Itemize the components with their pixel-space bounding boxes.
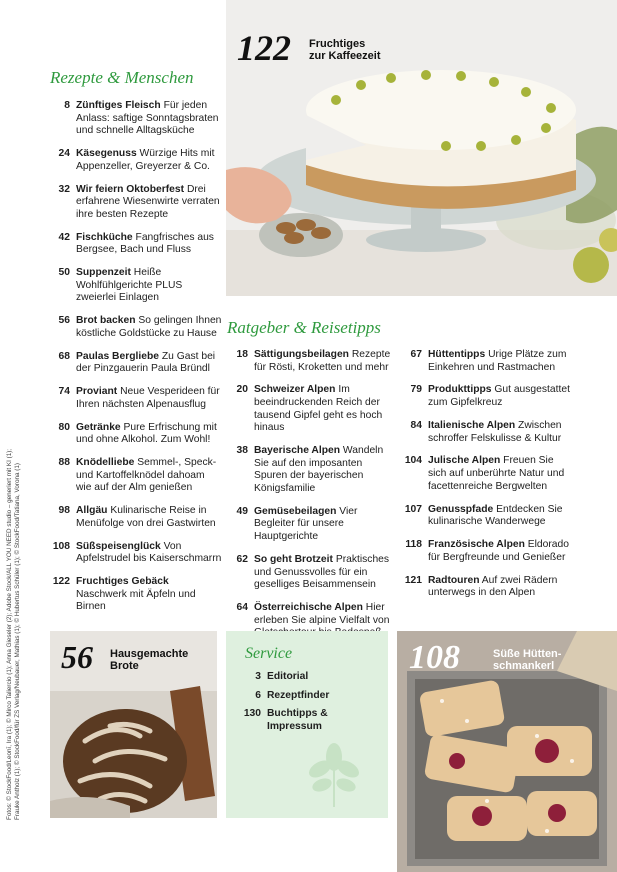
toc-title: Schweizer Alpen bbox=[254, 384, 336, 396]
section-title-rezepte: Rezepte & Menschen bbox=[50, 68, 194, 87]
toc-title: Österreichische Alpen bbox=[254, 601, 363, 613]
toc-list-ratgeber-b bbox=[400, 349, 570, 610]
toc-description: Hier erleben Sie alpine Vielfalt von bbox=[254, 601, 390, 626]
toc-entry bbox=[226, 506, 396, 544]
toc-title: Julische Alpen bbox=[428, 455, 501, 467]
photo-credits bbox=[6, 420, 22, 820]
strudel-caption bbox=[493, 648, 561, 672]
toc-page-number: 50 bbox=[58, 267, 70, 279]
toc-title: Bayerische Alpen bbox=[254, 445, 341, 457]
toc-description: Auf zwei Rädern unterwegs in den Alpen bbox=[428, 574, 558, 599]
toc-description: Rezepte für Rösti, Kroketten und mehr bbox=[254, 349, 391, 373]
toc-description: Heiße Wohlfühlgerichte PLUS zweierlei Einlagen bbox=[76, 267, 183, 304]
toc-description: Würzige Hits mit Appenzeller, Greyerzer & Co. bbox=[76, 148, 215, 172]
toc-text bbox=[428, 575, 570, 600]
toc-entry bbox=[226, 445, 396, 495]
toc-page-number: 42 bbox=[58, 231, 70, 243]
bread-caption-line1: Hausgemachte bbox=[110, 648, 189, 660]
service-page-number: 3 bbox=[255, 671, 261, 682]
toc-description: Fangfrisches aus Bergsee, Bach und Fluss bbox=[76, 231, 214, 256]
toc-entry bbox=[44, 541, 222, 566]
toc-title: Italienische Alpen bbox=[428, 419, 516, 431]
hero-page-number: 122 bbox=[237, 28, 291, 68]
toc-description: Drei erfahrene Wiesenwirte verraten ihre besten Rezepte bbox=[76, 183, 220, 220]
toc-description: Urige Plätze zum Einkehren und Rastmachen bbox=[428, 349, 567, 373]
toc-entry bbox=[44, 184, 222, 222]
toc-title: Sättigungsbeilagen bbox=[254, 349, 349, 360]
toc-text bbox=[254, 349, 396, 374]
toc-description: Pure Erfrischung mit und ohne Alkohol. Zum Wohl! bbox=[76, 421, 217, 446]
toc-page-number: 80 bbox=[58, 421, 70, 433]
hero-caption-line1: Fruchtiges bbox=[309, 38, 366, 50]
service-entry bbox=[239, 690, 347, 703]
toc-description: Semmel-, Speck- und Kartoffelknödel dahoam wie auf der Alm genießen bbox=[76, 457, 217, 494]
toc-text bbox=[254, 506, 396, 544]
toc-page-number: 56 bbox=[58, 315, 70, 327]
toc-text bbox=[76, 315, 222, 340]
toc-page-number: 84 bbox=[410, 419, 422, 431]
toc-description: Kulinarische Reise in Menüfolge von drei Gastwirten bbox=[76, 505, 216, 529]
toc-description: Eldorado für Bergfreunde und Genießer bbox=[428, 539, 569, 563]
toc-entry bbox=[44, 422, 222, 447]
toc-page-number: 24 bbox=[58, 148, 70, 160]
toc-page-number: 18 bbox=[236, 349, 248, 360]
toc-description: Naschwerk mit Äpfeln und Birnen bbox=[76, 588, 196, 613]
toc-text bbox=[76, 541, 222, 566]
toc-text bbox=[76, 505, 222, 530]
toc-title: Zünftiges Fleisch bbox=[76, 100, 161, 111]
toc-title: Knödelliebe bbox=[76, 457, 135, 469]
toc-entry bbox=[44, 386, 222, 411]
toc-description: Für jeden Anlass: saftige Sonntagsbraten und schnelle Alltagsküche bbox=[76, 100, 219, 137]
toc-entry bbox=[44, 457, 222, 495]
photo-credits-line2: Frauke Antholz (1); © StockFood/für ZS Verlag/Neubauer, Mathias (1); © Hubertus Schüler (1); © StockFood/Tatiana, Vorona (1) bbox=[14, 463, 21, 820]
toc-text bbox=[76, 184, 222, 222]
service-title: Service bbox=[245, 645, 293, 662]
toc-description: Zu Gast bei der Pinzgauerin Paula Bründl bbox=[76, 350, 216, 375]
toc-description: Vier Begleiter für unsere Hauptgerichte bbox=[254, 505, 358, 543]
toc-entry bbox=[44, 505, 222, 530]
toc-page-number: 20 bbox=[236, 384, 248, 396]
toc-description: Gut ausgestattet zum Gipfelkreuz bbox=[428, 384, 570, 409]
toc-title: Paulas Bergliebe bbox=[76, 350, 159, 362]
toc-text bbox=[76, 232, 222, 257]
toc-page-number: 88 bbox=[58, 457, 70, 469]
toc-title: Süßspeisenglück bbox=[76, 540, 161, 552]
toc-list-rezepte bbox=[44, 100, 222, 624]
toc-page-number: 38 bbox=[236, 445, 248, 457]
toc-entry bbox=[400, 575, 570, 600]
toc-description: Wandeln Sie auf den imposanten Spuren der bayerischen Königsfamilie bbox=[254, 445, 384, 494]
toc-page-number: 107 bbox=[404, 503, 422, 515]
toc-title: Brot backen bbox=[76, 315, 136, 327]
toc-entry bbox=[400, 384, 570, 409]
toc-description: So gelingen Ihnen köstliche Goldstücke zu Hause bbox=[76, 315, 222, 339]
toc-list-ratgeber-a bbox=[226, 349, 396, 650]
toc-text bbox=[428, 504, 570, 529]
toc-entry bbox=[400, 420, 570, 445]
toc-title: Fischküche bbox=[76, 231, 133, 243]
service-page-number: 130 bbox=[243, 708, 261, 720]
strudel-page-number: 108 bbox=[409, 639, 460, 676]
toc-text bbox=[428, 539, 570, 564]
toc-description: Freuen Sie sich auf unberührte Natur und facettenreiche Bergwelten bbox=[428, 455, 565, 492]
toc-entry bbox=[44, 148, 222, 173]
toc-description: Praktisches und Genussvolles für ein geselliges Beisammensein bbox=[254, 553, 390, 591]
strudel-caption-line1: Süße Hütten- bbox=[493, 648, 562, 660]
toc-title: Genusspfade bbox=[428, 503, 494, 515]
strudel-caption-line2: schmankerl bbox=[493, 660, 555, 672]
toc-text bbox=[428, 384, 570, 409]
toc-page-number: 74 bbox=[58, 386, 70, 398]
toc-entry bbox=[44, 100, 222, 138]
service-entry bbox=[239, 708, 347, 733]
hero-caption-line2: zur Kaffeezeit bbox=[309, 50, 381, 62]
toc-text bbox=[428, 420, 570, 445]
toc-title: Proviant bbox=[76, 386, 118, 398]
toc-page-number: 98 bbox=[58, 505, 70, 517]
toc-description: Zwischen schroffer Felskulisse & Kultur bbox=[428, 419, 562, 444]
toc-page-number: 62 bbox=[236, 553, 248, 565]
toc-text bbox=[428, 349, 570, 374]
toc-text bbox=[76, 457, 222, 495]
toc-page-number: 118 bbox=[405, 539, 422, 551]
service-entry bbox=[239, 671, 347, 684]
toc-entry bbox=[44, 576, 222, 614]
toc-title: So geht Brotzeit bbox=[254, 553, 333, 565]
service-box bbox=[226, 631, 388, 818]
toc-text bbox=[76, 351, 222, 376]
toc-page-number: 8 bbox=[64, 100, 70, 111]
toc-title: Allgäu bbox=[76, 505, 108, 517]
photo-credits-line1: Fotos: © StockFood/Leonī, Ira (1); © Mirco Taliercio (1); Anna Gieseler (2); Adobe Stock/ALL YOU NEED studio – generiert mit KI (1); bbox=[6, 448, 13, 820]
toc-entry bbox=[44, 315, 222, 340]
service-title-text: Buchtipps & Impressum bbox=[267, 708, 328, 732]
bread-caption bbox=[110, 648, 188, 672]
service-page-number: 6 bbox=[255, 689, 261, 701]
toc-text bbox=[76, 100, 222, 138]
herb-icon bbox=[304, 739, 364, 809]
toc-page-number: 79 bbox=[410, 384, 422, 396]
toc-text bbox=[428, 455, 570, 493]
toc-description: Neue Vesperideen für Ihren nächsten Alpenausflug bbox=[76, 386, 220, 410]
bread-caption-line2: Brote bbox=[110, 660, 139, 672]
hero-caption bbox=[309, 38, 381, 62]
toc-text bbox=[254, 445, 396, 495]
bread-page-number: 56 bbox=[61, 639, 93, 675]
toc-entry bbox=[400, 455, 570, 493]
toc-page-number: 67 bbox=[410, 349, 422, 360]
toc-text bbox=[76, 386, 222, 411]
toc-title: Getränke bbox=[76, 421, 121, 433]
toc-title: Französische Alpen bbox=[428, 539, 525, 551]
bread-photo bbox=[50, 631, 217, 818]
toc-text bbox=[76, 148, 222, 173]
toc-page-number: 49 bbox=[236, 505, 248, 517]
toc-title: Gemüsebeilagen bbox=[254, 505, 337, 517]
toc-description: Von Apfelstrudel bis Kaiserschmarrn bbox=[76, 540, 222, 565]
toc-title: Käsegenuss bbox=[76, 148, 137, 160]
toc-page-number: 68 bbox=[58, 350, 70, 362]
toc-page-number: 122 bbox=[52, 576, 70, 588]
toc-title: Wir feiern Oktoberfest bbox=[76, 183, 185, 195]
toc-text bbox=[76, 422, 222, 447]
toc-page-number: 121 bbox=[404, 574, 422, 586]
toc-page-number: 104 bbox=[404, 455, 422, 467]
toc-title: Hüttentipps bbox=[428, 349, 486, 360]
toc-entry bbox=[400, 349, 570, 374]
toc-page-number: 108 bbox=[52, 540, 70, 552]
toc-text bbox=[76, 267, 222, 305]
toc-entry bbox=[44, 232, 222, 257]
toc-entry bbox=[400, 539, 570, 564]
toc-page-number: 64 bbox=[236, 601, 248, 613]
section-title-ratgeber: Ratgeber & Reisetipps bbox=[227, 318, 381, 337]
toc-text bbox=[76, 576, 222, 614]
toc-text bbox=[254, 384, 396, 434]
toc-description: Im beeindruckenden Reich der tausend Gipfel geht es hoch hinaus bbox=[254, 384, 383, 434]
toc-entry bbox=[400, 504, 570, 529]
toc-description: Entdecken Sie kulinarische Wanderwege bbox=[428, 503, 563, 528]
toc-text bbox=[254, 554, 396, 592]
service-title-text: Rezeptfinder bbox=[267, 689, 330, 701]
toc-entry bbox=[226, 554, 396, 592]
toc-title: Produkttipps bbox=[428, 384, 492, 396]
toc-entry bbox=[44, 351, 222, 376]
toc-entry bbox=[226, 384, 396, 434]
toc-entry bbox=[44, 267, 222, 305]
toc-page-number: 32 bbox=[58, 183, 70, 195]
service-list bbox=[239, 671, 347, 739]
toc-entry bbox=[226, 349, 396, 374]
hero-cheesecake-photo bbox=[226, 0, 617, 296]
service-title-text: Editorial bbox=[267, 671, 309, 682]
toc-title: Fruchtiges Gebäck bbox=[76, 576, 169, 588]
toc-title: Suppenzeit bbox=[76, 267, 131, 279]
strudel-photo bbox=[397, 631, 617, 872]
toc-title: Radtouren bbox=[428, 574, 480, 586]
